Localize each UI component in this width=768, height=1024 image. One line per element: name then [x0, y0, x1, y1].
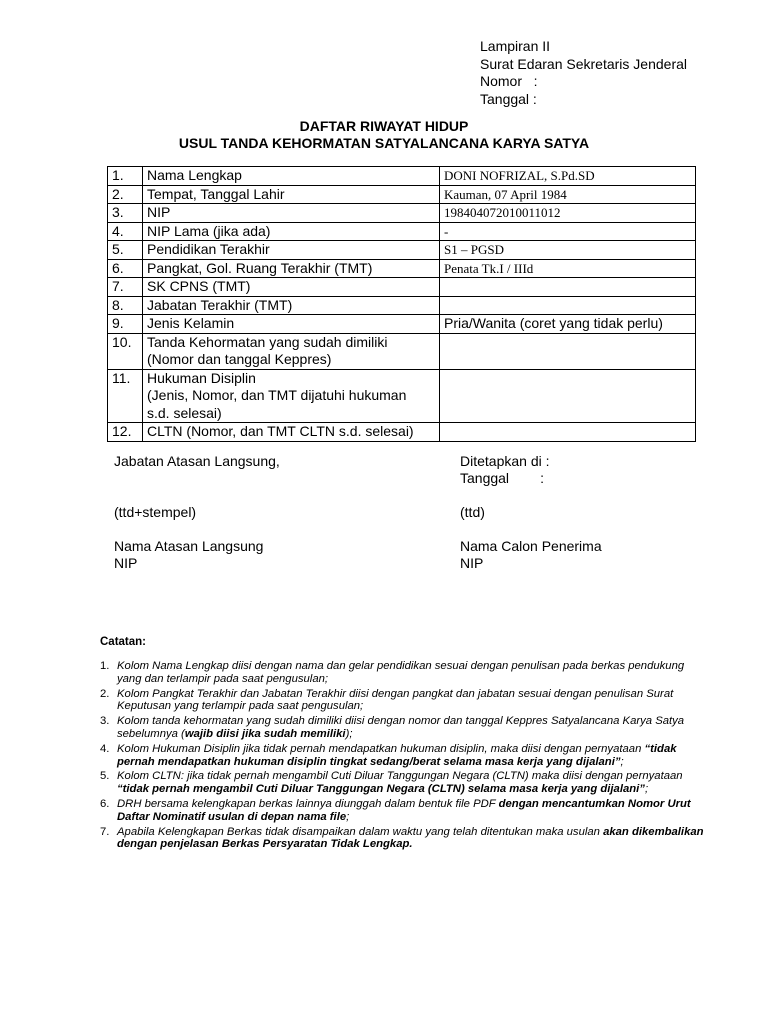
row-label-line: (Jenis, Nomor, dan TMT dijatuhi hukuman — [147, 387, 407, 403]
list-item — [100, 798, 710, 824]
note-text: Kolom CLTN: jika tidak pernah mengambil Cuti Diluar Tanggungan Negara (CLTN) maka diisi dengan pernyataan — [117, 770, 683, 783]
row-number: 6. — [108, 259, 143, 278]
header-line: Tanggal : — [480, 90, 537, 107]
note-text: Kolom tanda kehormatan yang sudah dimiliki diisi dengan nomor dan tanggal Keppres Satyalancana Karya Satya sebelumnya ( — [117, 715, 685, 740]
row-value[interactable] — [440, 333, 696, 369]
table-row — [108, 315, 696, 334]
note-text: Kolom Hukuman Disiplin jika tidak pernah mendapatkan hukuman disiplin, maka diisi dengan pernyataan — [117, 742, 645, 755]
recipient-nip: NIP — [460, 555, 484, 571]
row-label: Jabatan Terakhir (TMT) — [143, 296, 440, 315]
row-label-line: s.d. selesai) — [147, 404, 222, 421]
table-row — [108, 222, 696, 241]
list-item — [100, 770, 710, 796]
list-item — [100, 715, 710, 741]
recipient-name: Nama Calon Penerima — [460, 538, 602, 554]
row-number: 4. — [108, 222, 143, 241]
note-emphasis: dengan mencantumkan Nomor Urut Daftar Nominatif usulan di depan nama file — [117, 797, 691, 823]
row-label: SK CPNS (TMT) — [143, 278, 440, 297]
note-number: 1. — [100, 660, 110, 672]
note-emphasis: akan dikembalikan dengan penjelasan Berkas Persyaratan Tidak Lengkap. — [117, 825, 704, 851]
table-row — [108, 185, 696, 204]
row-value[interactable] — [440, 278, 696, 297]
note-number: 7. — [100, 825, 110, 838]
row-label: Nama Lengkap — [143, 167, 440, 186]
supervisor-position: Jabatan Atasan Langsung, — [114, 453, 280, 469]
note-number: 5. — [100, 770, 110, 783]
row-number: 12. — [108, 423, 143, 442]
row-label: Pendidikan Terakhir — [143, 241, 440, 260]
table-row — [108, 423, 696, 442]
row-label-line: (Nomor dan tanggal Keppres) — [147, 351, 332, 367]
recipient-signature: (ttd) — [460, 504, 485, 520]
row-label — [143, 333, 440, 369]
row-label: NIP Lama (jika ada) — [143, 222, 440, 241]
row-value: Kauman, 07 April 1984 — [440, 185, 696, 204]
header-line: Lampiran II — [480, 38, 551, 54]
row-number: 1. — [108, 167, 143, 186]
row-number: 3. — [108, 204, 143, 223]
note-number: 6. — [100, 797, 110, 810]
notes-list — [100, 660, 710, 853]
row-number: 2. — [108, 185, 143, 204]
table-row — [108, 204, 696, 223]
note-emphasis: “tidak pernah mengambil Cuti Diluar Tanggungan Negara (CLTN) selama masa kerja yang dijalani” — [117, 783, 645, 796]
note-text: Kolom Nama Lengkap diisi dengan nama dan gelar pendidikan sesuai dengan penulisan pada berkas pendukung yang dan terlampir pada saat pengusulan; — [117, 660, 685, 685]
row-label: Tempat, Tanggal Lahir — [143, 185, 440, 204]
row-number: 5. — [108, 241, 143, 260]
row-label-line: Hukuman Disiplin — [147, 369, 256, 386]
header-line: Surat Edaran Sekretaris Jenderal — [480, 55, 687, 72]
date-label: Tanggal : — [460, 470, 545, 486]
row-value: Penata Tk.I / IIId — [440, 259, 696, 278]
supervisor-nip: NIP — [114, 555, 138, 571]
notes-title: Catatan: — [100, 636, 147, 648]
note-text: ); — [345, 727, 353, 740]
table-row — [108, 278, 696, 297]
note-emphasis: wajib diisi jika sudah memiliki — [184, 727, 346, 740]
row-number: 11. — [108, 369, 143, 423]
document-title: DAFTAR RIWAYAT HIDUP — [299, 118, 469, 134]
row-value[interactable] — [440, 369, 696, 423]
table-row — [108, 296, 696, 315]
row-number: 7. — [108, 278, 143, 297]
note-number: 2. — [100, 687, 110, 700]
table-row — [108, 369, 696, 423]
row-number: 9. — [108, 315, 143, 334]
attachment-header — [480, 38, 687, 108]
row-value: S1 – PGSD — [440, 241, 696, 260]
row-label: Pangkat, Gol. Ruang Terakhir (TMT) — [143, 259, 440, 278]
biodata-table — [107, 166, 696, 442]
row-value[interactable] — [440, 423, 696, 442]
list-item — [100, 743, 710, 769]
note-text: Kolom Pangkat Terakhir dan Jabatan Terakhir diisi dengan pangkat dan jabatan sesuai dengan penulisan Surat Keputusan yang terlampir pada saat pengusulan; — [117, 687, 674, 713]
supervisor-signature: (ttd+stempel) — [114, 504, 197, 520]
row-value: DONI NOFRIZAL, S.Pd.SD — [440, 167, 696, 186]
note-number: 4. — [100, 742, 110, 755]
row-label: CLTN (Nomor, dan TMT CLTN s.d. selesai) — [143, 423, 440, 442]
row-value: - — [440, 222, 696, 241]
document-subtitle: USUL TANDA KEHORMATAN SATYALANCANA KARYA SATYA — [178, 135, 590, 151]
row-label: NIP — [143, 204, 440, 223]
table-row — [108, 241, 696, 260]
note-text: ; — [620, 755, 624, 768]
note-emphasis: “tidak pernah mendapatkan hukuman disiplin tingkat sedang/berat selama masa kerja yang dijalani” — [117, 742, 677, 768]
table-row — [108, 167, 696, 186]
row-value[interactable] — [440, 296, 696, 315]
row-number: 10. — [108, 333, 143, 369]
note-text: Apabila Kelengkapan Berkas tidak disampaikan dalam waktu yang telah ditentukan maka usulan — [117, 825, 604, 838]
note-text: DRH bersama kelengkapan berkas lainnya diunggah dalam bentuk file PDF — [117, 797, 499, 810]
row-label-line: Tanda Kehormatan yang sudah dimiliki — [147, 333, 388, 350]
row-label: Jenis Kelamin — [143, 315, 440, 334]
place-label: Ditetapkan di : — [460, 453, 550, 469]
row-value: Pria/Wanita (coret yang tidak perlu) — [440, 315, 696, 334]
supervisor-name: Nama Atasan Langsung — [114, 538, 264, 554]
note-number: 3. — [100, 715, 110, 728]
list-item — [100, 660, 710, 686]
list-item — [100, 688, 710, 714]
table-row — [108, 259, 696, 278]
table-row — [108, 333, 696, 369]
row-label — [143, 369, 440, 423]
note-text: ; — [644, 783, 649, 796]
note-text: ; — [346, 810, 350, 823]
row-value: 198404072010011012 — [440, 204, 696, 223]
header-line: Nomor : — [480, 73, 538, 89]
row-number: 8. — [108, 296, 143, 315]
list-item — [100, 826, 710, 852]
